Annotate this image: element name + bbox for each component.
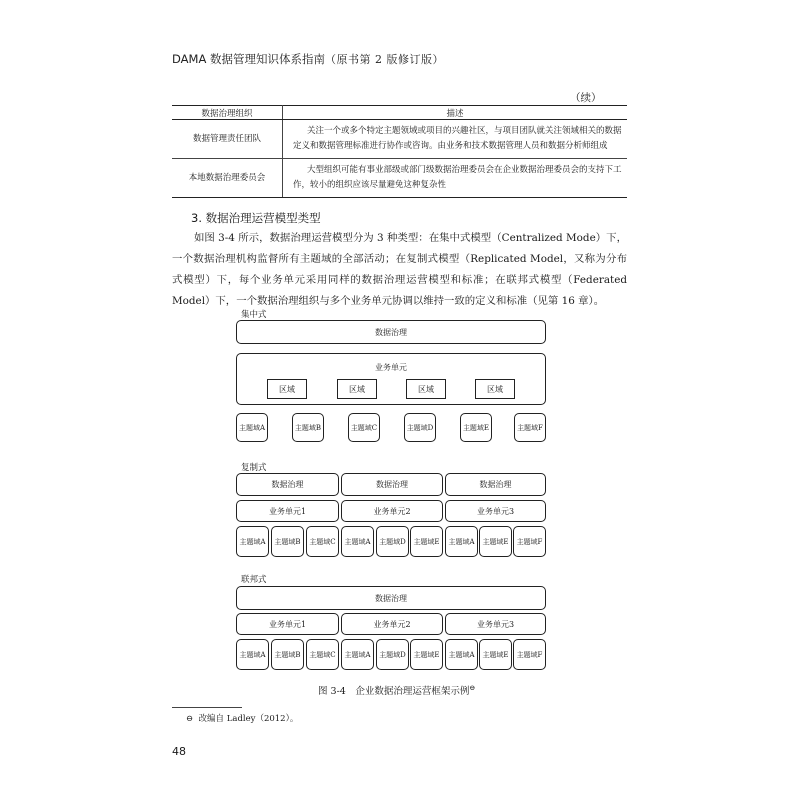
book-subtitle: （原书第 2 版修订版） [324,53,444,66]
federated-business-unit-box: 业务单元3 [445,613,546,635]
table-cell-org: 数据管理责任团队 [172,120,283,159]
continued-label: （续） [570,92,602,104]
figure-caption [318,683,475,697]
subject-area-box: 主题域D [376,526,409,557]
footnote-mark: ⊖ [186,714,194,724]
subject-area-box: 主题域E [460,413,492,442]
replicated-governance-box: 数据治理 [341,473,443,496]
centralized-label: 集中式 [241,310,267,320]
replicated-business-unit-box: 业务单元3 [445,500,546,522]
footnote-divider [172,707,242,708]
subject-area-box: 主题域A [236,639,269,670]
subject-area-box: 主题域B [271,526,304,557]
region-box: 区域 [337,379,377,399]
figure-caption-text: 图 3-4 企业数据治理运营框架示例 [318,686,470,697]
subject-area-box: 主题域E [410,526,443,557]
subject-area-box: 主题域E [479,526,512,557]
replicated-business-unit-box: 业务单元2 [341,500,443,522]
footnote [186,712,298,724]
subject-area-box: 主题域A [445,526,478,557]
subject-area-box: 主题域E [410,639,443,670]
subject-area-box: 主题域F [513,526,546,557]
section-heading: 3. 数据治理运营模型类型 [191,211,321,225]
table-cell-desc: 关注一个或多个特定主题领域或项目的兴趣社区，与项目团队就关注领域相关的数据定义和数据管理标准进行协作或咨询。由业务和技术数据管理人员和数据分析师组成 [283,120,628,159]
subject-area-box: 主题域C [306,526,339,557]
subject-area-box: 主题域C [348,413,380,442]
footnote-text: 改编自 Ladley（2012）。 [198,714,299,724]
subject-area-box: 主题域B [292,413,324,442]
region-box: 区域 [267,379,307,399]
governance-table [172,105,627,198]
table-row [172,120,627,159]
table-header-org: 数据治理组织 [172,106,283,120]
table-cell-org: 本地数据治理委员会 [172,159,283,198]
federated-label: 联邦式 [241,575,267,585]
subject-area-box: 主题域A [236,526,269,557]
subject-area-box: 主题域B [271,639,304,670]
region-box: 区域 [475,379,515,399]
subject-area-box: 主题域D [376,639,409,670]
replicated-governance-box: 数据治理 [445,473,546,496]
subject-area-box: 主题域A [445,639,478,670]
table-row [172,159,627,198]
footnote-marker-icon: ⊖ [469,683,476,692]
running-header [172,51,444,67]
subject-area-box: 主题域E [479,639,512,670]
region-box: 区域 [406,379,446,399]
subject-area-box: 主题域F [514,413,546,442]
subject-area-box: 主题域F [513,639,546,670]
replicated-business-unit-box: 业务单元1 [236,500,339,522]
business-unit-label: 业务单元 [375,363,407,372]
table-cell-desc: 大型组织可能有事业部级或部门级数据治理委员会在企业数据治理委员会的支持下工作，较小的组织应该尽量避免这种复杂性 [283,159,628,198]
replicated-governance-box: 数据治理 [236,473,339,496]
centralized-governance-box: 数据治理 [236,320,546,344]
replicated-label: 复制式 [241,463,267,473]
subject-area-box: 主题域C [306,639,339,670]
table-header-desc: 描述 [283,106,628,120]
subject-area-box: 主题域A [341,639,374,670]
subject-area-box: 主题域A [236,413,268,442]
federated-business-unit-box: 业务单元2 [341,613,443,635]
body-paragraph: 如图 3-4 所示，数据治理运营模型分为 3 种类型：在集中式模型（Centralized Mode）下，一个数据治理机构监督所有主题域的全部活动；在复制式模型（Replicated Model，又称为分布式模型）下，每个业务单元采用同样的数据治理运营模型和标准；在联邦式模型（Federated Model）下，一个数据治理组织与多个业务单元协调以维持一致的定义和标准（见第 16 章）。 [172,232,627,307]
federated-business-unit-box: 业务单元1 [236,613,339,635]
federated-governance-box: 数据治理 [236,586,546,610]
subject-area-box: 主题域A [341,526,374,557]
subject-area-box: 主题域D [404,413,436,442]
book-title: DAMA 数据管理知识体系指南 [172,52,325,66]
page-number: 48 [172,745,186,758]
